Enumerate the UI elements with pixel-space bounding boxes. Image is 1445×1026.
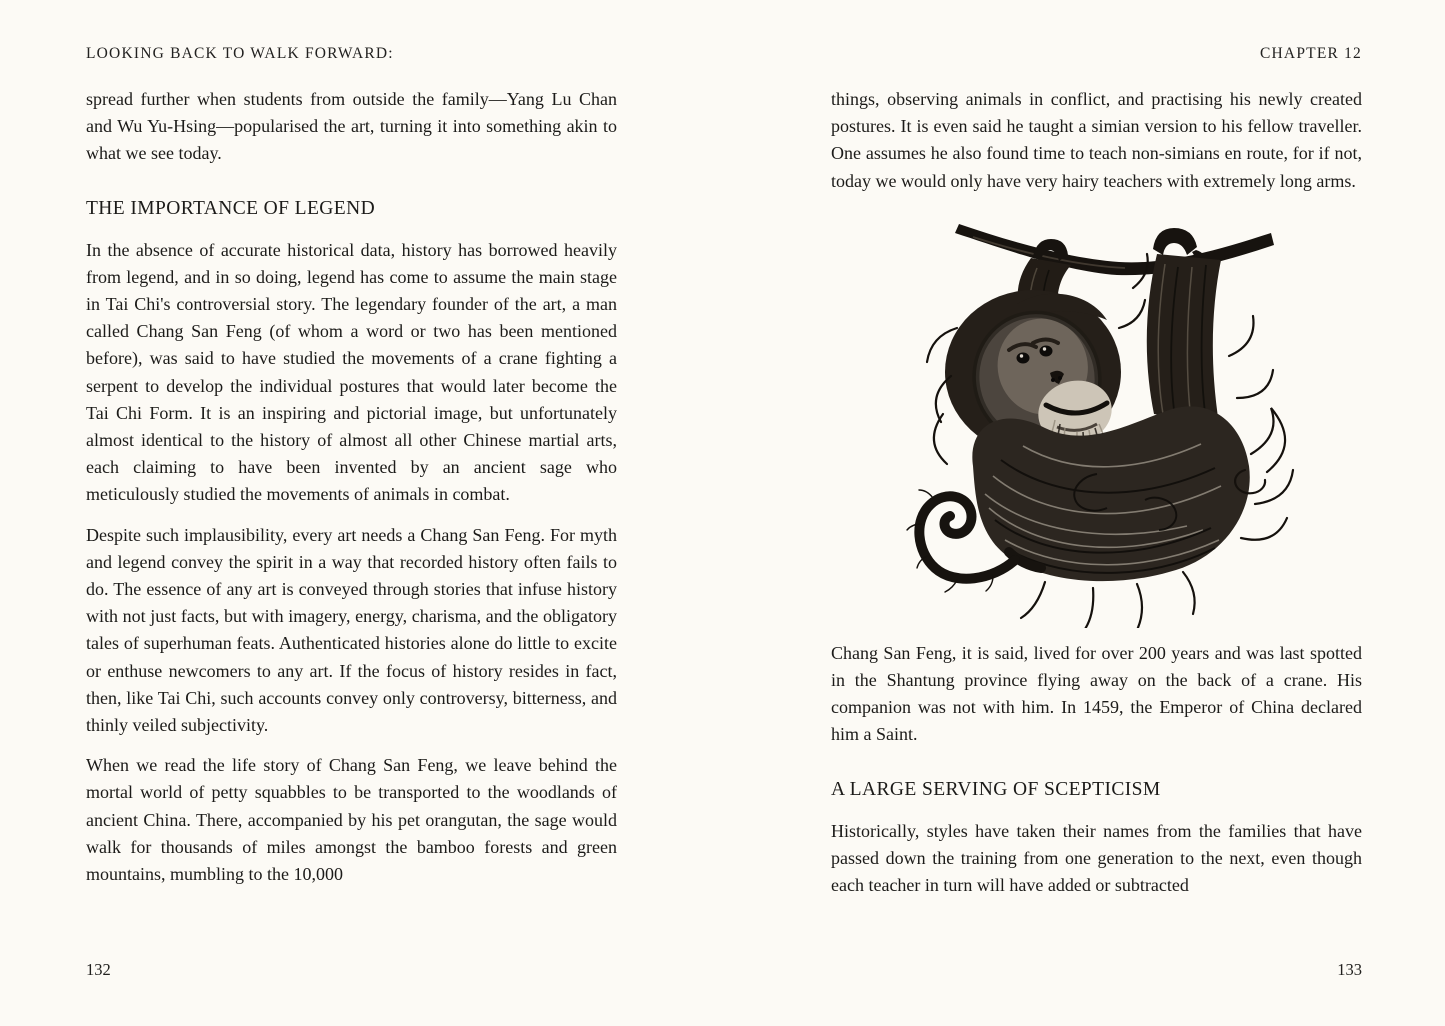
- body-paragraph: Despite such implausibility, every art needs a Chang San Feng. For myth and legend convey the spirit in a way that recorded history often fails to do. The essence of any art is conveyed through stories that infuse history with not just facts, but with imagery, energy, charisma, and the obligatory tales of superhuman feats. Authenticated histories alone do little to excite or enthuse newcomers to any art. If the focus of history resides in fact, then, like Tai Chi, such accounts convey only controversy, bitterness, and thinly veiled subjectivity.: [86, 524, 617, 736]
- running-head-left: LOOKING BACK TO WALK FORWARD:: [86, 45, 394, 62]
- body-paragraph: things, observing animals in conflict, and practising his newly created postures. It is even said he taught a simian version to his fellow traveller. One assumes he also found time to teach non-simians en route, for if not, today we would only have very hairy teachers with extremely long arms.: [831, 89, 1362, 191]
- right-page-content: [831, 86, 1362, 912]
- branch: [955, 224, 1274, 275]
- section-heading: A LARGE SERVING OF SCEPTICISM: [831, 778, 1161, 800]
- page-number-right: 133: [1337, 960, 1362, 979]
- body-paragraph: In the absence of accurate historical data, history has borrowed heavily from legend, and in so doing, legend has come to assume the main stage in Tai Chi's controversial story. The legendary founder of the art, a man called Chang San Feng (of whom a word or two has been mentioned before), was said to have studied the movements of a crane fighting a serpent to develop the individual postures that would later become the Tai Chi Form. It is an inspiring and pictorial image, but unfortunately almost identical to the history of almost all other Chinese martial arts, each claiming to have been invented by an ancient sage who meticulously studied the movements of animals in combat.: [86, 239, 617, 505]
- book-page-right: [831, 0, 1362, 1026]
- page-number-left: 132: [86, 960, 111, 979]
- orangutan-illustration: [831, 208, 1362, 628]
- section-heading: THE IMPORTANCE OF LEGEND: [86, 197, 376, 219]
- left-page-content: [86, 86, 617, 901]
- body-paragraph: Historically, styles have taken their names from the families that have passed down the training from one generation to the next, even though each teacher in turn will have added or subtracted: [831, 820, 1362, 896]
- body-paragraph: Chang San Feng, it is said, lived for over 200 years and was last spotted in the Shantung province flying away on the back of a crane. His companion was not with him. In 1459, the Emperor of China declared him a Saint.: [831, 642, 1362, 745]
- body-paragraph: spread further when students from outside the family—Yang Lu Chan and Wu Yu-Hsing—popularised the art, turning it into something akin to what we see today.: [86, 89, 617, 164]
- orangutan-drawing-svg: [897, 208, 1297, 628]
- book-page-left: [86, 0, 617, 1026]
- running-head-right: CHAPTER 12: [1260, 45, 1362, 62]
- body-paragraph: When we read the life story of Chang San Feng, we leave behind the mortal world of petty squabbles to be transported to the woodlands of ancient China. There, accompanied by his pet orangutan, the sage would walk for thousands of miles amongst the bamboo forests and green mountains, mumbling to the 10,000: [86, 755, 617, 885]
